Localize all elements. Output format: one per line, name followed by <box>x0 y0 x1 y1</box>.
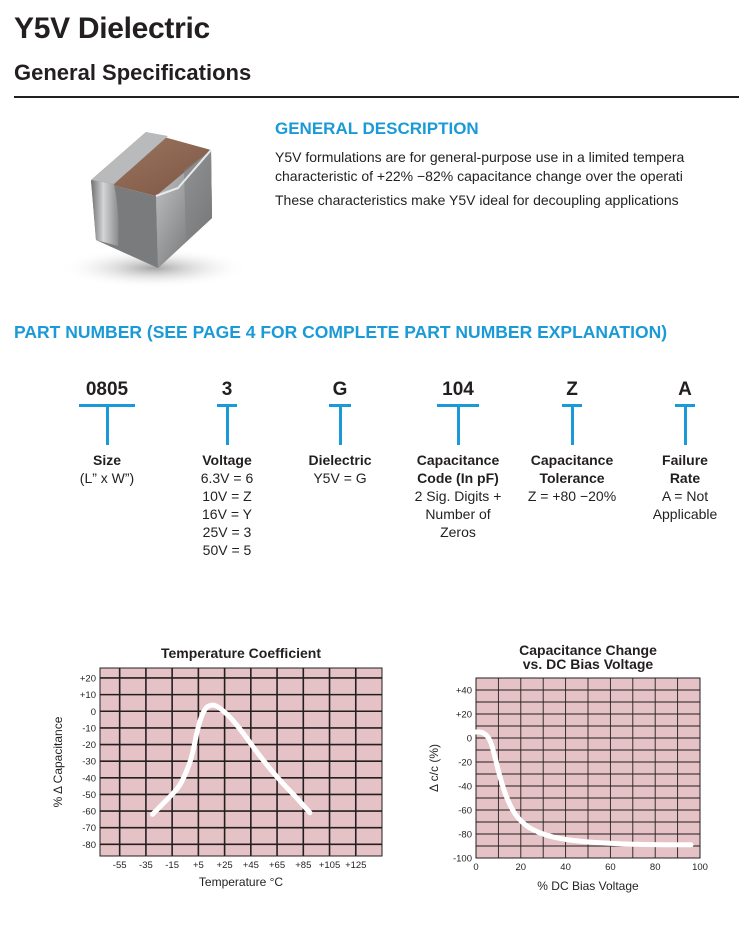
part-number-field-label: Failure <box>662 452 708 468</box>
part-number-field-label: Voltage <box>202 452 252 468</box>
part-number-field-detail: 2 Sig. Digits + <box>414 488 502 504</box>
y-tick-label: -40 <box>82 773 96 785</box>
part-number-field-label: Rate <box>669 470 701 486</box>
capacitor-chip-image <box>36 118 246 296</box>
code-connector <box>226 407 229 445</box>
y-tick-label: -60 <box>458 805 472 817</box>
header-divider <box>14 96 739 98</box>
part-number-code: 0805 <box>85 379 129 400</box>
part-number-field-detail: 16V = Y <box>202 506 252 522</box>
x-tick-label: -35 <box>139 860 153 871</box>
x-tick-label: 40 <box>560 862 571 873</box>
x-tick-label: -15 <box>165 860 180 871</box>
chart-title: Capacitance Change vs. DC Bias Voltage <box>519 642 657 672</box>
general-description-text-line-1: Y5V formulations are for general-purpose use in a limited tempera <box>275 149 685 165</box>
part-number-field-label: Capacitance <box>416 452 500 468</box>
part-number-code: A <box>678 379 692 400</box>
y-tick-label: -60 <box>82 806 96 818</box>
part-number-field-4 <box>393 378 523 541</box>
x-tick-label: +25 <box>216 860 233 871</box>
part-number-field-detail: Number of <box>425 506 491 522</box>
part-number-field-label: Tolerance <box>539 470 605 486</box>
part-number-field-label: Code (In pF) <box>417 470 499 486</box>
code-connector <box>571 407 574 445</box>
x-axis-label: % DC Bias Voltage <box>537 879 639 893</box>
part-number-field-label: Dielectric <box>308 452 372 468</box>
x-tick-label: 100 <box>692 862 708 873</box>
part-number-field-detail: (L” x W”) <box>79 470 135 486</box>
part-number-code: Z <box>566 379 578 400</box>
part-number-field-2 <box>162 378 292 559</box>
x-tick-label: -55 <box>112 860 127 871</box>
y-tick-label: 0 <box>90 706 96 718</box>
y-tick-label: -50 <box>82 789 96 801</box>
code-connector <box>684 407 687 445</box>
general-description-text-line-2: characteristic of +22% −82% capacitance change over the operati <box>275 168 683 184</box>
y-tick-label: -80 <box>458 829 472 841</box>
part-number-field-3 <box>275 378 405 487</box>
x-tick-label: 60 <box>605 862 616 873</box>
y-tick-label: -30 <box>82 756 96 768</box>
temperature-coefficient-chart <box>40 640 390 900</box>
part-number-code: 3 <box>221 379 233 400</box>
x-tick-label: 80 <box>649 862 661 873</box>
page-subtitle: General Specifications <box>14 60 252 85</box>
general-description-text-line-3: These characteristics make Y5V ideal for decoupling applications <box>275 192 679 208</box>
y-tick-label: -100 <box>452 853 472 865</box>
part-number-code: 104 <box>442 379 474 400</box>
part-number-field-detail: 10V = Z <box>202 488 252 504</box>
y-axis-label: % Δ Capacitance <box>51 716 65 808</box>
x-tick-label: +45 <box>242 860 259 871</box>
y-tick-label: -20 <box>82 740 96 752</box>
part-number-field-detail: 6.3V = 6 <box>200 470 254 486</box>
code-connector <box>339 407 342 445</box>
y-tick-label: -10 <box>82 723 96 735</box>
dc-bias-chart <box>420 640 720 910</box>
part-number-field-1 <box>42 378 172 487</box>
part-number-field-detail: 25V = 3 <box>202 524 252 540</box>
part-number-field-label: Size <box>92 452 121 468</box>
y-tick-label: -70 <box>82 823 96 835</box>
y-tick-label: 0 <box>466 733 472 745</box>
y-tick-label: -40 <box>458 781 472 793</box>
part-number-field-detail: 50V = 5 <box>202 542 252 558</box>
y-tick-label: -20 <box>458 757 472 769</box>
y-tick-label: +20 <box>455 709 472 721</box>
x-tick-label: +5 <box>192 860 204 871</box>
x-axis-label: Temperature °C <box>198 875 284 889</box>
part-number-field-detail: Y5V = G <box>313 470 367 486</box>
y-tick-label: +10 <box>79 690 96 702</box>
x-tick-label: 0 <box>473 862 479 873</box>
part-number-field-5 <box>507 378 637 505</box>
part-number-field-detail: A = Not <box>661 488 709 504</box>
chart-title: Temperature Coefficient <box>161 645 321 661</box>
part-number-field-detail: Applicable <box>652 506 718 522</box>
x-tick-label: +125 <box>345 860 367 871</box>
x-tick-label: +85 <box>295 860 312 871</box>
code-connector <box>457 407 460 445</box>
general-description-heading: GENERAL DESCRIPTION <box>275 119 479 138</box>
part-number-field-6 <box>620 378 739 523</box>
part-number-code: G <box>332 379 348 400</box>
code-connector <box>106 407 109 445</box>
x-tick-label: +65 <box>269 860 286 871</box>
x-tick-label: +105 <box>318 860 341 871</box>
part-number-heading: PART NUMBER (SEE PAGE 4 FOR COMPLETE PART NUMBER EXPLANATION) <box>14 322 668 342</box>
y-tick-label: +20 <box>79 673 96 685</box>
x-tick-label: 20 <box>515 862 527 873</box>
page-title: Y5V Dielectric <box>14 12 210 45</box>
part-number-field-detail: Zeros <box>440 524 476 540</box>
part-number-field-label: Capacitance <box>530 452 614 468</box>
y-tick-label: -80 <box>82 839 96 851</box>
y-tick-label: +40 <box>455 685 472 697</box>
part-number-field-detail: Z = +80 −20% <box>527 488 617 504</box>
y-axis-label: Δ c/c (%) <box>427 743 441 793</box>
